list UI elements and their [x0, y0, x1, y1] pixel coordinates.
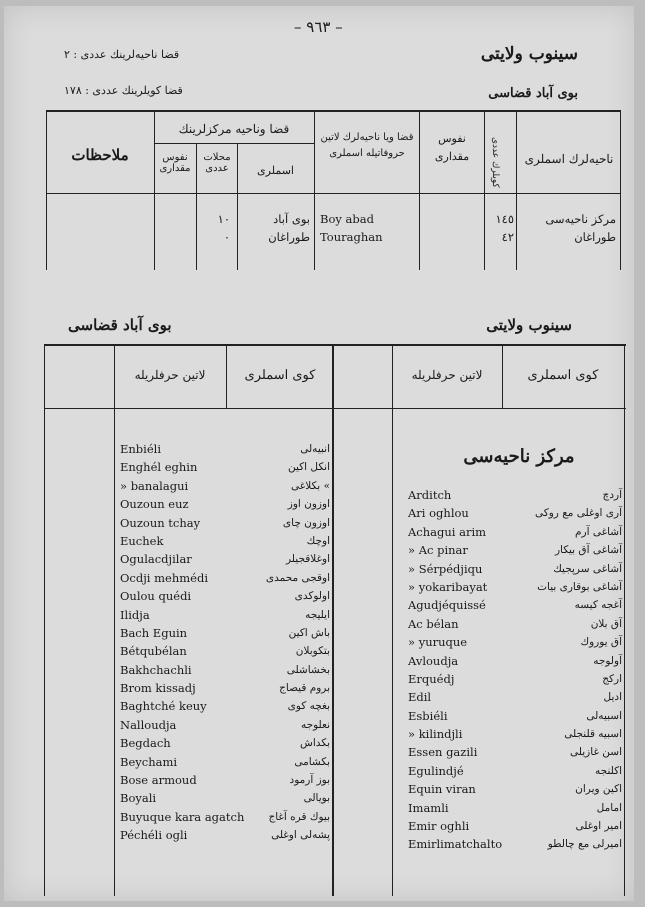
- right-row: [408, 596, 622, 614]
- left-arabic-name: انكل اكين: [287, 461, 330, 474]
- left-row: [120, 808, 330, 826]
- right-latin-name: Achagui arim: [408, 524, 487, 539]
- right-row: [408, 688, 622, 706]
- left-arabic-name: ايليجه: [305, 608, 330, 621]
- left-row: [120, 679, 330, 697]
- left-latin-name: Oulou quédi: [120, 589, 192, 604]
- left-village-list: [120, 440, 330, 845]
- table1-header-rule: [46, 193, 621, 194]
- table2-vline-center: [332, 344, 334, 896]
- section2-province-title: سينوب ولايتى: [486, 316, 572, 334]
- left-row: [120, 624, 330, 642]
- left-latin-name: Buyuque kara agatch: [120, 809, 245, 824]
- left-row: [120, 661, 330, 679]
- nahiye-count: قضا ناحيه‌لرينك عددى : ٢: [64, 48, 180, 61]
- right-arabic-name: اسبيه قلنجلى: [564, 728, 622, 741]
- right-row: [408, 799, 622, 817]
- left-latin-name: Beychami: [120, 754, 178, 769]
- table2-top-rule: [44, 344, 626, 346]
- table2-vline: [624, 344, 625, 896]
- right-arabic-name: آشاغى سرپجيك: [553, 562, 622, 575]
- right-latin-name: Avloudja: [408, 653, 459, 668]
- row1-latin: Boy abad: [320, 212, 374, 226]
- right-arabic-name: آشاغى بوقارى بيات: [537, 580, 622, 593]
- table2-vline: [44, 344, 45, 896]
- table1-vline: [314, 110, 315, 270]
- right-header-latin: لاتين حرفلريله: [411, 368, 483, 382]
- right-row: [408, 615, 622, 633]
- right-row: [408, 578, 622, 596]
- right-arabic-name: آردچ: [602, 489, 622, 501]
- left-header-latin: لاتين حرفلريله: [134, 368, 206, 382]
- row2-quarters: ٠: [223, 230, 230, 244]
- table2-vline: [392, 344, 393, 896]
- right-latin-name: Egulindjé: [408, 763, 464, 778]
- left-latin-name: Begdach: [120, 736, 171, 751]
- right-row: [408, 762, 622, 780]
- right-latin-name: » Ac pinar: [408, 543, 468, 558]
- table1-vline: [237, 143, 238, 270]
- right-latin-name: » yuruque: [408, 635, 468, 650]
- left-row: [120, 458, 330, 476]
- header-nahiye-names: ناحيه‌لرك اسملرى: [524, 152, 614, 166]
- right-row: [408, 817, 622, 835]
- right-latin-name: Imamli: [408, 800, 449, 815]
- province-title: سينوب ولايتى: [480, 44, 578, 64]
- left-arabic-name: بكداش: [300, 737, 330, 750]
- right-arabic-name: آق يوروك: [580, 636, 622, 649]
- right-row: [408, 523, 622, 541]
- right-arabic-name: آق بلان: [590, 617, 622, 630]
- left-arabic-name: بوز آرمود: [289, 774, 330, 787]
- right-latin-name: » Sérpédjiqu: [408, 561, 483, 576]
- left-arabic-name: بويالى: [303, 792, 330, 805]
- left-arabic-name: بخشاشلى: [286, 663, 330, 676]
- left-row: [120, 606, 330, 624]
- left-row: [120, 532, 330, 550]
- right-latin-name: Emir oghli: [408, 819, 470, 834]
- right-arabic-name: اكلنجه: [595, 764, 622, 777]
- left-arabic-name: نعلوجه: [300, 718, 330, 731]
- right-arabic-name: اديل: [603, 691, 622, 704]
- left-row: [120, 716, 330, 734]
- row1-quarters: ١٠: [217, 212, 230, 226]
- right-arabic-name: اسبيه‌لى: [586, 709, 622, 722]
- left-latin-name: Ouzoun euz: [120, 497, 189, 512]
- row1-nahiye: مركز ناحيه‌سى: [545, 212, 616, 226]
- right-row: [408, 504, 622, 522]
- table1-vline: [516, 110, 517, 270]
- left-arabic-name: اوزون اوز: [287, 498, 330, 511]
- right-latin-name: Ari oghlou: [408, 506, 469, 521]
- left-row: [120, 771, 330, 789]
- left-latin-name: Baghtché keuy: [120, 699, 207, 714]
- village-count: قضا كويلرينك عددى : ١٧٨: [64, 84, 183, 97]
- header-notes: ملاحظات: [71, 146, 129, 164]
- right-arabic-name: آرى اوغلى مع روكى: [534, 507, 622, 520]
- left-latin-name: Péchéli ogli: [120, 828, 188, 843]
- left-latin-name: Bakhchachli: [120, 662, 192, 677]
- left-arabic-name: اوقجى محمدى: [265, 571, 330, 584]
- left-arabic-name: اوزون چاى: [282, 516, 330, 529]
- left-latin-name: Bétqubélan: [120, 644, 187, 659]
- district-title: بوى آباد قضاسى: [488, 86, 578, 101]
- row2-latin: Touraghan: [320, 230, 383, 244]
- right-row: [408, 725, 622, 743]
- left-arabic-name: بكشامى: [294, 755, 330, 768]
- right-latin-name: Essen gazili: [408, 745, 478, 760]
- left-row: [120, 569, 330, 587]
- right-arabic-name: اسن غازيلى: [570, 746, 622, 759]
- left-row: [120, 495, 330, 513]
- row1-villages: ١٤٥: [495, 212, 514, 226]
- center-nahiye-label: مركز ناحيه‌سى: [463, 446, 575, 467]
- left-header-village-names: كوى اسملرى: [244, 368, 316, 383]
- row2-name-ar: طوراغان: [268, 230, 310, 244]
- right-arabic-name: آولوجه: [593, 654, 622, 667]
- table2-header-rule: [44, 408, 626, 409]
- right-latin-name: Agudjéquissé: [408, 598, 486, 613]
- document-page: [4, 6, 634, 901]
- right-arabic-name: آشاغى آرم: [575, 525, 622, 538]
- table1-vline: [46, 110, 47, 270]
- right-row: [408, 560, 622, 578]
- right-row: [408, 633, 622, 651]
- right-latin-name: Ac bélan: [408, 616, 459, 631]
- left-row: [120, 514, 330, 532]
- left-row: [120, 753, 330, 771]
- right-latin-name: Emirlimatchalto: [408, 837, 503, 852]
- right-latin-name: Erquédj: [408, 671, 455, 686]
- left-latin-name: Ilidja: [120, 607, 150, 622]
- right-row: [408, 743, 622, 761]
- header-names: اسملرى: [257, 164, 294, 177]
- left-latin-name: Ogulacdjilar: [120, 552, 192, 567]
- left-latin-name: Nalloudja: [120, 717, 177, 732]
- left-row: [120, 440, 330, 458]
- header-pop2: نفوس مقدارى: [434, 132, 470, 163]
- left-row: [120, 642, 330, 660]
- left-latin-name: Brom kissadj: [120, 681, 196, 696]
- left-latin-name: » banalagui: [120, 478, 189, 493]
- left-arabic-name: بتكوبلان: [295, 645, 330, 658]
- right-arabic-name: امير اوغلى: [575, 820, 622, 833]
- left-latin-name: Boyali: [120, 791, 157, 806]
- left-arabic-name: بروم قيصاج: [279, 682, 330, 695]
- left-latin-name: Bose armoud: [120, 773, 197, 788]
- right-row: [408, 670, 622, 688]
- right-arabic-name: اركج: [602, 672, 622, 685]
- left-arabic-name: بيوك قره آغاج: [268, 810, 330, 823]
- left-arabic-name: پشه‌لى اوغلى: [271, 829, 330, 842]
- right-row: [408, 707, 622, 725]
- right-latin-name: Equin viran: [408, 782, 476, 797]
- left-latin-name: Ocdji mehmédi: [120, 570, 208, 585]
- right-row: [408, 486, 622, 504]
- left-arabic-name: اوغلاقجيلر: [286, 553, 330, 566]
- row1-name-ar: بوى آباد: [273, 212, 310, 226]
- left-row: [120, 826, 330, 844]
- right-latin-name: » kilindjli: [408, 727, 463, 742]
- left-latin-name: Ouzoun tchay: [120, 515, 201, 530]
- right-row: [408, 541, 622, 559]
- right-row: [408, 835, 622, 853]
- left-row: [120, 550, 330, 568]
- left-arabic-name: انبيه‌لى: [300, 443, 330, 455]
- header-pop: نفوس مقدارى: [159, 152, 191, 174]
- left-row: [120, 734, 330, 752]
- header-village-count: كويلرك عددى: [490, 137, 500, 188]
- left-latin-name: Enbiéli: [120, 442, 162, 456]
- right-village-list: [408, 486, 622, 854]
- left-row: [120, 789, 330, 807]
- table1-vline: [196, 143, 197, 270]
- right-arabic-name: اميرلى مع چالطو: [547, 838, 622, 851]
- right-header-village-names: كوى اسملرى: [527, 368, 599, 383]
- left-arabic-name: اوچك: [306, 534, 330, 547]
- left-latin-name: Enghél eghin: [120, 460, 198, 475]
- header-latin: قضا ويا ناحيه‌لرك لاتين حروفاتيله اسملرى: [320, 132, 414, 159]
- section2-district-title: بوى آباد قضاسى: [68, 316, 172, 334]
- table1-top-rule: [46, 110, 621, 112]
- right-arabic-name: آشاغى آق بيكار: [554, 544, 622, 557]
- right-arabic-name: آغجه كيسه: [574, 599, 622, 612]
- table1-vline: [620, 110, 621, 270]
- right-row: [408, 652, 622, 670]
- left-row: [120, 587, 330, 605]
- table2-vline: [502, 344, 503, 408]
- left-arabic-name: بغچه كوى: [287, 700, 330, 713]
- right-arabic-name: اكين ويران: [575, 783, 622, 796]
- left-row: [120, 697, 330, 715]
- left-latin-name: Euchek: [120, 533, 164, 548]
- left-latin-name: Bach Eguin: [120, 625, 188, 640]
- left-arabic-name: باش اكين: [288, 626, 330, 639]
- right-latin-name: » yokaribayat: [408, 579, 488, 594]
- left-arabic-name: اولوكدى: [294, 590, 330, 603]
- table2-vline: [226, 344, 227, 408]
- right-arabic-name: امامل: [596, 801, 622, 814]
- page-number: – ٩٦٣ –: [294, 18, 343, 36]
- right-latin-name: Edil: [408, 690, 432, 705]
- table1-subheader-rule: [154, 143, 314, 144]
- table1-vline: [484, 110, 485, 270]
- right-latin-name: Esbiéli: [408, 708, 448, 723]
- left-row: [120, 477, 330, 495]
- table1-vline: [419, 110, 420, 270]
- table2-vline: [114, 344, 115, 896]
- right-row: [408, 780, 622, 798]
- row2-villages: ٤٢: [501, 230, 514, 244]
- header-quarters: محلات عددى: [203, 152, 231, 174]
- left-arabic-name: » بكلاغى: [291, 479, 330, 492]
- header-kaza-group: قضا وناحيه مركزلرينك: [178, 122, 290, 136]
- right-latin-name: Arditch: [408, 488, 452, 502]
- row2-nahiye: طوراغان: [574, 230, 616, 244]
